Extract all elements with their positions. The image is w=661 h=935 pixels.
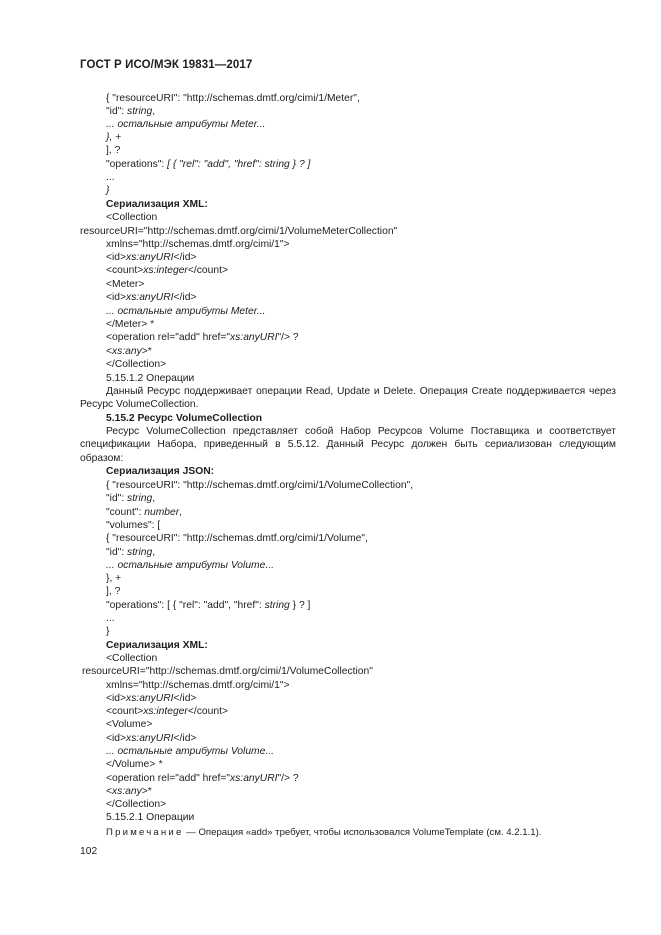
code-line: "volumes": [: [106, 520, 161, 531]
code-line: { "resourceURI": "http://schemas.dmtf.org/cimi/1/Volume",: [106, 533, 368, 544]
code-line: <xs:any>*: [106, 786, 152, 797]
code-line: ...: [106, 172, 115, 183]
code-line: <id>xs:anyURI</id>: [106, 252, 197, 263]
code-line: </Meter> *: [106, 319, 155, 330]
code-line: resourceURI="http://schemas.dmtf.org/cimi/1/VolumeCollection": [82, 666, 373, 677]
code-line: "operations": [ { "rel": "add", "href": string } ? ]: [106, 159, 311, 170]
code-line: <count>xs:integer</count>: [106, 265, 228, 276]
code-line: ... остальные атрибуты Meter...: [106, 306, 266, 317]
code-line: "id": string,: [106, 493, 156, 504]
code-line: <Collection: [106, 653, 158, 664]
code-line: ], ?: [106, 145, 121, 156]
code-line: }, +: [106, 132, 122, 143]
code-line: { "resourceURI": "http://schemas.dmtf.org/cimi/1/VolumeCollection",: [106, 480, 414, 491]
page-number: 102: [80, 846, 98, 857]
code-line: <count>xs:integer</count>: [106, 706, 228, 717]
section-heading: Сериализация XML:: [106, 199, 208, 210]
code-line: ... остальные атрибуты Meter...: [106, 119, 266, 130]
code-line: <Volume>: [106, 719, 153, 730]
subsection-title: 5.15.2.1 Операции: [106, 812, 195, 823]
paragraph: Ресурс VolumeCollection представляет собой Набор Ресурсов Volume Поставщика и соответствует спецификации Набора, приведенный в 5.5.12. Данный Ресурс должен быть сериализован следующим образом:: [80, 426, 616, 464]
note: [106, 827, 541, 838]
code-line: { "resourceURI": "http://schemas.dmtf.org/cimi/1/Meter",: [106, 93, 360, 104]
page-header: ГОСТ Р ИСО/МЭК 19831—2017: [80, 59, 253, 71]
code-line: }: [106, 626, 110, 637]
section-title: 5.15.2 Ресурс VolumeCollection: [106, 413, 263, 424]
code-line: <id>xs:anyURI</id>: [106, 733, 197, 744]
code-line: resourceURI="http://schemas.dmtf.org/cimi/1/VolumeMeterCollection": [80, 226, 398, 237]
code-line: <Collection: [106, 212, 158, 223]
code-line: xmlns="http://schemas.dmtf.org/cimi/1">: [106, 239, 290, 250]
paragraph: Данный Ресурс поддерживает операции Read, Update и Delete. Операция Create поддерживается через Ресурс VolumeCollection.: [80, 386, 616, 411]
code-line: ...: [106, 613, 115, 624]
code-line: <operation rel="add" href="xs:anyURI"/> ?: [106, 773, 299, 784]
subsection-title: 5.15.1.2 Операции: [106, 373, 195, 384]
note-label: Примечание: [106, 827, 184, 838]
code-line: </Collection>: [106, 799, 167, 810]
note-text: — Операция «add» требует, чтобы использовался VolumeTemplate (см. 4.2.1.1).: [183, 827, 542, 838]
code-line: </Volume> *: [106, 759, 163, 770]
code-line: "id": string,: [106, 106, 156, 117]
code-line: ], ?: [106, 586, 121, 597]
code-line: "id": string,: [106, 547, 156, 558]
code-line: <id>xs:anyURI</id>: [106, 292, 197, 303]
code-line: <id>xs:anyURI</id>: [106, 693, 197, 704]
code-line: <xs:any>*: [106, 346, 152, 357]
section-heading: Сериализация XML:: [106, 640, 208, 651]
code-line: </Collection>: [106, 359, 167, 370]
section-heading: Сериализация JSON:: [106, 466, 215, 477]
code-line: <operation rel="add" href="xs:anyURI"/> ?: [106, 332, 299, 343]
code-line: "count": number,: [106, 507, 183, 518]
code-line: }: [106, 185, 110, 196]
code-line: xmlns="http://schemas.dmtf.org/cimi/1">: [106, 680, 290, 691]
code-line: <Meter>: [106, 279, 145, 290]
code-line: "operations": [ { "rel": "add", "href": string } ? ]: [106, 600, 311, 611]
code-line: ... остальные атрибуты Volume...: [106, 746, 274, 757]
code-line: ... остальные атрибуты Volume...: [106, 560, 274, 571]
code-line: }, +: [106, 573, 122, 584]
